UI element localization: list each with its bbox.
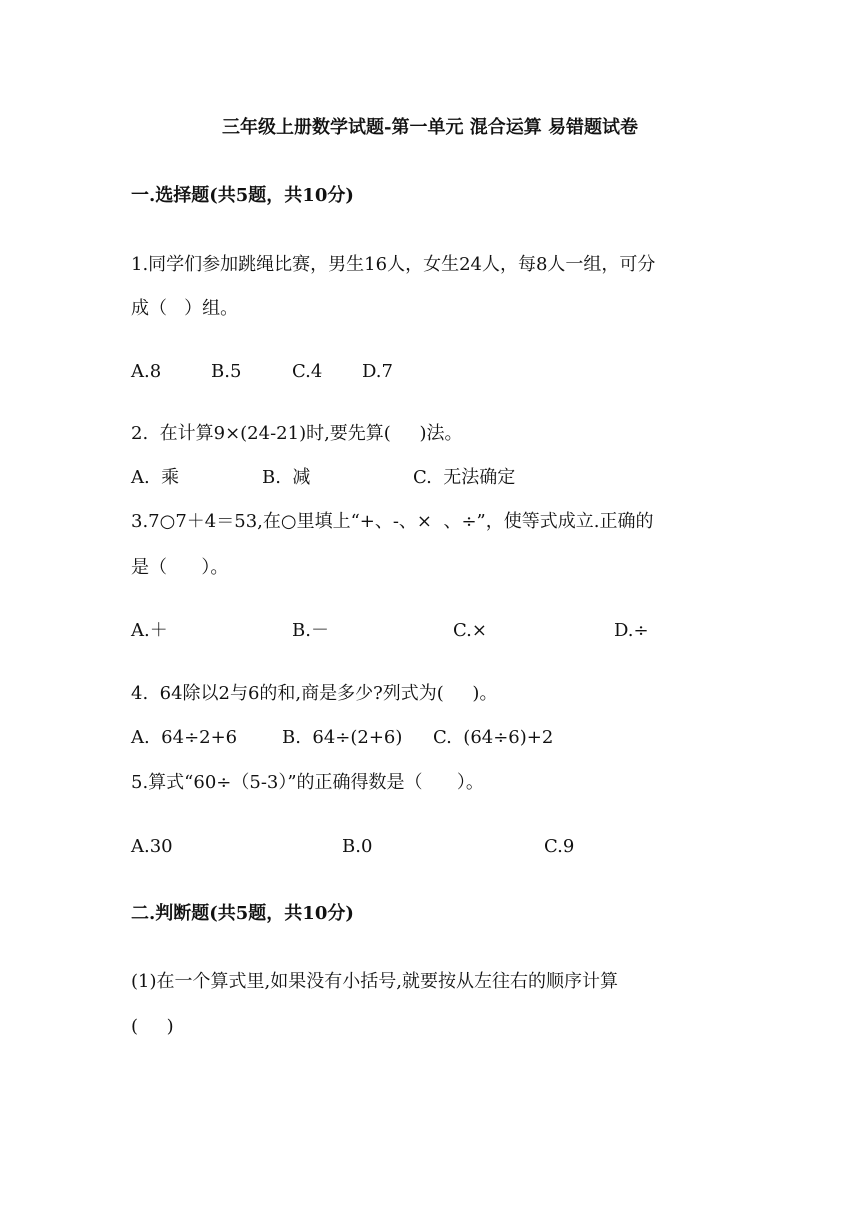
judgment-1-line-2: ( ) (131, 1016, 174, 1037)
question-5-line-1: 5.算式“60÷（5-3）”的正确得数是（ ）。 (131, 772, 484, 793)
q1-option-c: C.4 (292, 361, 323, 382)
section-heading-choice: 一.选择题(共5题，共10分) (131, 185, 354, 206)
question-3-line-2: 是（ ）。 (131, 557, 229, 578)
q1-option-a: A.8 (131, 361, 162, 382)
q3-option-c: C.× (453, 620, 487, 641)
question-1-line-2: 成（ ）组。 (131, 298, 239, 319)
q4-option-a: A. 64÷2+6 (131, 727, 238, 748)
q3-option-d: D.÷ (614, 620, 649, 641)
q4-option-b: B. 64÷(2+6) (282, 727, 403, 748)
q5-option-b: B.0 (342, 836, 373, 857)
page-title: 三年级上册数学试题-第一单元 混合运算 易错题试卷 (221, 117, 638, 138)
q4-option-c: C. (64÷6)+2 (433, 727, 554, 748)
q1-option-d: D.7 (362, 361, 393, 382)
question-4-line-1: 4. 64除以2与6的和,商是多少?列式为( )。 (131, 683, 498, 704)
q3-option-a: A.＋ (131, 620, 168, 641)
q2-option-a: A. 乘 (131, 467, 180, 488)
q5-option-c: C.9 (544, 836, 575, 857)
section-heading-judgment: 二.判断题(共5题，共10分) (131, 903, 354, 924)
q2-option-b: B. 减 (262, 467, 311, 488)
q1-option-b: B.5 (211, 361, 242, 382)
question-2-line-1: 2. 在计算9×(24-21)时,要先算( )法。 (131, 423, 463, 444)
judgment-1-line-1: (1)在一个算式里,如果没有小括号,就要按从左往右的顺序计算 (131, 971, 618, 992)
question-1-line-1: 1.同学们参加跳绳比赛，男生16人，女生24人，每8人一组，可分 (131, 254, 656, 275)
question-3-line-1: 3.7○7＋4＝53,在○里填上“+、-、× 、÷”，使等式成立.正确的 (131, 511, 654, 532)
q2-option-c: C. 无法确定 (413, 467, 516, 488)
q5-option-a: A.30 (131, 836, 173, 857)
q3-option-b: B.－ (292, 620, 329, 641)
